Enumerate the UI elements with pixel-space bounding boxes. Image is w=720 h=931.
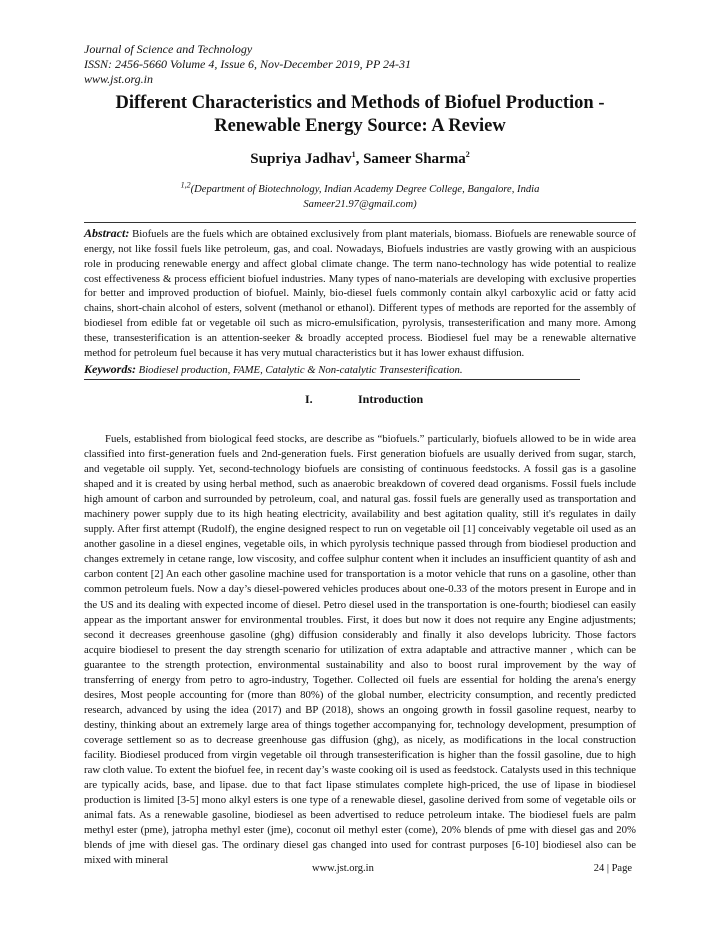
author-2-affil-mark: 2 bbox=[465, 150, 470, 159]
keywords-block bbox=[84, 362, 636, 378]
paper-title bbox=[84, 92, 636, 138]
section-title: Introduction bbox=[358, 392, 424, 406]
divider-keywords bbox=[84, 379, 580, 380]
author-1-affil-mark: 1 bbox=[351, 150, 356, 159]
abstract-block bbox=[84, 226, 636, 361]
author-separator: , bbox=[355, 151, 364, 167]
divider-top bbox=[84, 222, 636, 223]
keywords-text: Biodiesel production, FAME, Catalytic & Non-catalytic Transesterification. bbox=[138, 364, 463, 376]
affiliation-text: (Department of Biotechnology, Indian Academy Degree College, Bangalore, India bbox=[190, 184, 540, 195]
abstract-text: Biofuels are the fuels which are obtained exclusively from plant materials, biomass. Biofuels are renewable source of energy, not like fossil fuels like petroleum, gas, and coal. Nowadays, Biofuels industries are vastly growing with an auspicious role in producing renewable energy and affect global climate change. The term nano-technology has wide potential to realize cost effectiveness & process efficient biofuel industries. Many types of nano-materials are developing with exclusive properties for better and improved production of biofuel. Mainly, bio-diesel fuels commonly contain alkyl carboxylic acid or fatty acid chains, short-chain alcohol of esters, solvent (methanol or ethanol). Different types of methods are reported for the assembly of biodiesel from edible fat or vegetable oil such as micro-emulsification, pyrolysis, transesterification and many more. Among these, transesterification is an attention-seeker & broadly accepted process. Biodiesel fuel may be a renewable alternative method for petroleum fuel because it has very mutual characteristics but it has lower exhaust diffusion. bbox=[84, 228, 637, 359]
title-line-1: Different Characteristics and Methods of Biofuel Production - bbox=[115, 93, 605, 113]
author-1: Supriya Jadhav bbox=[250, 151, 352, 167]
section-number: I. bbox=[305, 392, 313, 406]
introduction-paragraph: Fuels, established from biological feed stocks, are describe as “biofuels.” particularly, biofuels allowed to be in wide area classified into first-generation fuels and 2nd-generation fuels. First generation biofuels are usually derived from sugar, starch, and vegetable oil supply. Yet, second-technology biofuels are consisting of continuous feedstocks. A fossil gas is a gasoline shaped and it is created by using herbal method, such as anaerobic breakdown of covered dead organisms. Fossil fuels include high amount of carbon and surrounded by petroleum, coal, and natural gas. fossil fuels are generally used as transportation and machinery power supply due to its high heating electricity, availability and best agitation quality, still it's regulates in daily supply. After first attempt (Rudolf), the engine designed respect to run on vegetable oil [1] conceivably vegetable oil used as an another gasoline in a diesel engines, vegetable oils, in which pyrolysis technique passed through from biodiesel production and changes extremely in cetane range, low viscosity, and coffee sulphur content when it includes an insufficient quantity of ash and carbon content [2] An each other gasoline machine used for transportation is a motor vehicle that runs on a gasoline, other than common petroleum fuels. Now a day’s diesel-powered vehicles produces about one-0.33 of the motors present in Europe and in the US and its dealing with expected income of diesel. Petro diesel used in the transportation is one-fourth; biodiesel can easily appear as the important answer for environmental troubles. First, it does but now it does not require any Engine adjustments; second it decreases greenhouse gasoline (ghg) diffusion considerably and finally it also develops lubricity. Those factors acquire biodiesel to present the day strength scenario for utilization of extra adaptable and attractive manner , which can be guarantee to the strength protection, environmental sustainability and also to boost rural improvement by the way of transferring of energy from petro to agro-industry, Together. Collected oil fuels are essential for holding the arena's energy desires, Most people accounting for (more than 80%) of the global number, electricity consumption, and recently predicted research, advanced by using the idea (2017) and BP (2018), shows an ongoing growth in fossil gasoline request, nearby to destiny, thinking about an extremely large area of things together accompanying for, technology development, presumption of coverage settlement so as to decrease greenhouse gas diffusion (ghg), as nicely, as modifications in the local construction facility. Biodiesel produced from virgin vegetable oil through transesterification is higher than the fossil gasoline, due to high raw cloth value. To extent the biofuel fee, in recent day’s waste cooking oil is used as feedstock. Catalysts used in this technique are typically acids, base, and lipase. due to that fact lipase stimulates complete high-priced, the use of lipase in biodiesel production is limited [3-5] mono alkyl esters is one type of a renewable diesel, gasoline derived from some of vegetable oils or animal fats. As a renewable gasoline, biodiesel as been advertised to reduce petroleum intake. The biodiesel fuels are palm methyl ester (pme), jatropha methyl ester (jme), coconut oil methyl ester (come), 20% blends of pme with diesel gas and 20% blends of jme with diesel gas. The ordinary diesel gas changed into used for contrast purposes [6-10] biodiesel also can be mixed with mineral bbox=[84, 433, 636, 867]
keywords-label: Keywords: bbox=[84, 362, 136, 376]
author-email: Sameer21.97@gmail.com) bbox=[303, 199, 417, 210]
issn-line: ISSN: 2456-5660 Volume 4, Issue 6, Nov-December 2019, PP 24-31 bbox=[84, 57, 412, 71]
author-2: Sameer Sharma bbox=[363, 151, 466, 167]
journal-name: Journal of Science and Technology bbox=[84, 42, 253, 56]
affiliation bbox=[84, 182, 636, 212]
affiliation-mark: 1,2 bbox=[180, 180, 191, 190]
footer-url: www.jst.org.in bbox=[312, 863, 374, 874]
abstract-label: Abstract: bbox=[84, 226, 130, 240]
author-list bbox=[84, 151, 636, 168]
journal-website: www.jst.org.in bbox=[84, 72, 154, 86]
journal-header bbox=[84, 42, 411, 87]
page-number: 24 | Page bbox=[593, 863, 632, 874]
title-line-2: Renewable Energy Source: A Review bbox=[214, 116, 506, 136]
